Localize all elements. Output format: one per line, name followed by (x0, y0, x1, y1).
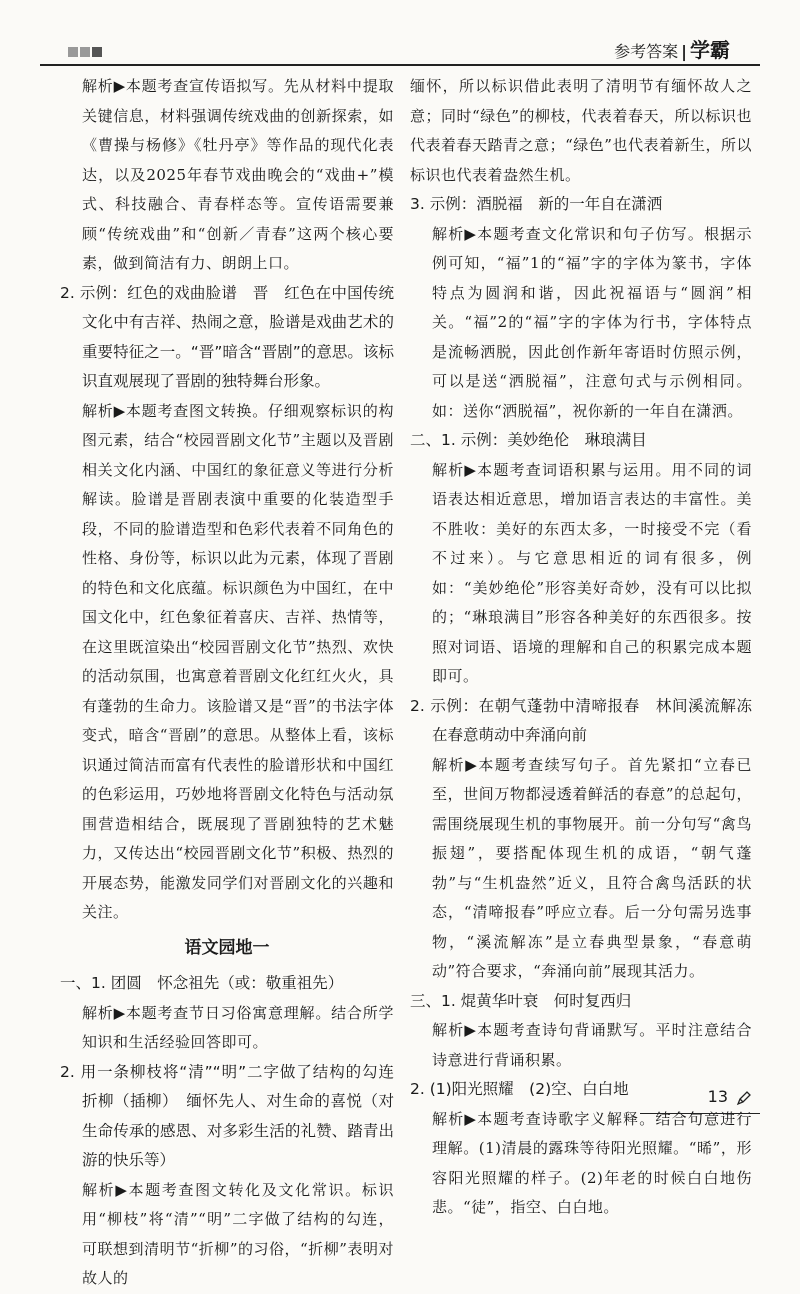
right-answer-6: 2. 示例：在朝气蓬勃中清啼报春 林间溪流解冻在春意萌动中奔涌向前 (410, 696, 752, 744)
brand-logo: 学霸 (690, 38, 730, 62)
left-answer-6: 2. 用一条柳枝将“清”“明”二字做了结构的勾连 折柳（插柳） 缅怀先人、对生命的喜悦（对生命传承的感恩、对多彩生活的礼赞、踏青出游的快乐等） (60, 1062, 410, 1169)
footer-line (640, 1113, 760, 1114)
page-header (40, 28, 760, 66)
page-number: 13 (707, 1087, 728, 1106)
left-para-7: 解析▶本题考查图文转化及文化常识。标识用“柳枝”将“清”“明”二字做了结构的勾连，可联想到清明节“折柳”的习俗，“折柳”表明对故人的 (82, 1180, 394, 1287)
right-answer-10: 2. (1)阳光照耀 (2)空、白白地 (410, 1080, 629, 1098)
left-para-1-text: 解析▶本题考查宣传语拟写。先从材料中提取关键信息，材料强调传统戏曲的创新探索，如《曹操与杨修》《牡丹亭》等作品的现代化表达，以及2025年春节戏曲晚会的“戏曲+”模式、科技融合、青春样态等。宣传语需要兼顾“传统戏曲”和“创新／青春”这两个核心要素，做到简洁有力、朗朗上口。 (82, 77, 394, 272)
left-column (60, 72, 410, 1294)
right-column (410, 72, 752, 1223)
right-para-3: 解析▶本题考查文化常识和句子仿写。根据示例可知，“福”1的“福”字的字体为篆书，字体特点为圆润和谐，因此祝福语与“圆润”相关。“福”2的“福”字的字体为行书，字体特点是流畅洒脱，因此创作新年寄语时仿照示例，可以是送“洒脱福”，注意句式与示例相同。如：送你“洒脱福”，祝你新的一年自在潇洒。 (432, 224, 752, 420)
right-para-9: 解析▶本题考查诗句背诵默写。平时注意结合诗意进行背诵积累。 (432, 1021, 752, 1069)
right-answer-2: 3. 示例：酒脱福 新的一年自在潇洒 (410, 195, 663, 213)
right-para-11: 解析▶本题考查诗歌字义解释。结合句意进行理解。(1)清晨的露珠等待阳光照耀。“晞”，形容阳光照耀的样子。(2)年老的时候白白地伤悲。“徒”，指空、白白地。 (432, 1109, 752, 1216)
pen-icon (736, 1090, 752, 1106)
header-title-group (614, 34, 730, 63)
header-squares (68, 42, 104, 61)
header-square (68, 47, 78, 57)
left-para-5: 解析▶本题考查节日习俗寓意理解。结合所学知识和生活经验回答即可。 (82, 1003, 394, 1051)
right-answer-4: 二、1. 示例：美妙绝伦 琳琅满目 (410, 431, 647, 449)
left-para-3: 解析▶本题考查图文转换。仔细观察标识的构图元素，结合“校园晋剧文化节”主题以及晋剧相关文化内涵、中国红的象征意义等进行分析解读。脸谱是晋剧表演中重要的化装造型手段，不同的脸谱造型和色彩代表着不同角色的性格、身份等，标识以此为元素，体现了晋剧的特色和文化底蕴。标识颜色为中国红，在中国文化中，红色象征着喜庆、吉祥、热情等，在这里既渲染出“校园晋剧文化节”热烈、欢快的活动氛围，也寓意着晋剧文化红红火火，具有蓬勃的生命力。该脸谱又是“晋”的书法字体变式，暗含“晋剧”的意思。从整体上看，该标识通过简洁而富有代表性的脸谱形状和中国红的色彩运用，巧妙地将晋剧文化特色与活动氛围营造相结合，既展现了晋剧独特的艺术魅力，又传达出“校园晋剧文化节”积极、热烈的开展态势，能激发同学们对晋剧文化的兴趣和关注。 (82, 401, 394, 921)
left-para-1 (60, 72, 394, 279)
right-answer-8: 三、1. 焜黄华叶衰 何时复西归 (410, 991, 632, 1010)
header-title: 参考答案 (614, 42, 679, 61)
right-para-1: 缅怀，所以标识借此表明了清明节有缅怀故人之意；同时“绿色”的柳枝，代表着春天，所以标识也代表着春天踏青之意；“绿色”也代表着新生，所以标识也代表着盎然生机。 (410, 77, 752, 184)
header-separator: | (681, 42, 687, 61)
right-para-5: 解析▶本题考查词语积累与运用。用不同的词语表达相近意思，增加语言表达的丰富性。美不胜收：美好的东西太多，一时接受不完（看不过来）。与它意思相近的词有很多，例如：“美妙绝伦”形容美好奇妙，没有可以比拟的；“琳琅满目”形容各种美好的东西很多。按照对词语、语境的理解和自己的积累完成本题即可。 (432, 460, 752, 685)
right-para-7: 解析▶本题考查续写句子。首先紧扣“立春已至，世间万物都浸透着鲜活的春意”的总起句，需围绕展现生机的事物展开。前一分句写“禽鸟振翅”，要搭配体现生机的成语，“朝气蓬勃”与“生机盎然”近义，且符合禽鸟活跃的状态，“清啼报春”呼应立春。后一分句需另选事物，“溪流解冻”是立春典型景象，“春意萌动”符合要求，“奔涌向前”展现其活力。 (432, 755, 752, 980)
header-square (80, 47, 90, 57)
left-answer-2: 2. 示例：红色的戏曲脸谱 晋 红色在中国传统文化中有吉祥、热闹之意，脸谱是戏曲艺术的重要特征之一。“晋”暗含“晋剧”的意思。该标识直观展现了晋剧的独特舞台形象。 (60, 283, 394, 390)
section-title: 语文园地一 (184, 937, 270, 958)
header-square (92, 47, 102, 57)
left-answer-4: 一、1. 团圆 怀念祖先（或：敬重祖先） (60, 974, 344, 992)
